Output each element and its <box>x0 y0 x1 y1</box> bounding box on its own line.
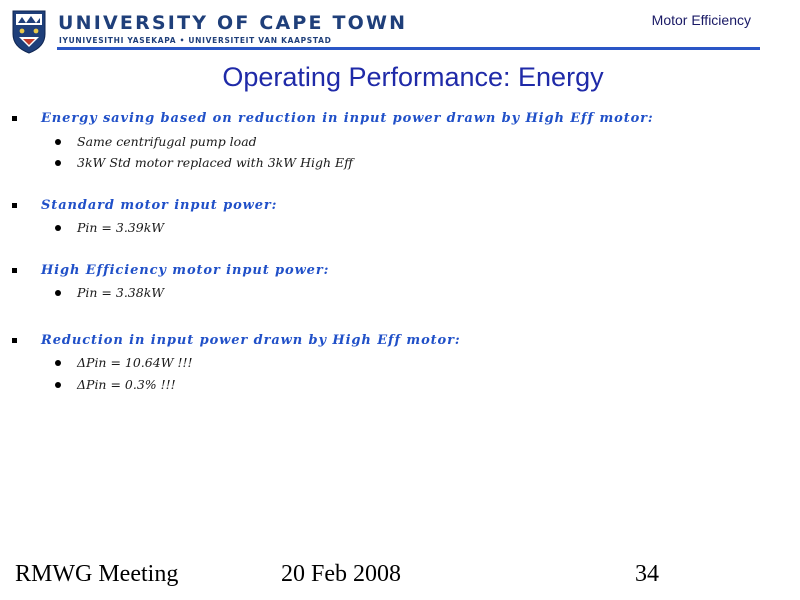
bullet-heading-text: Energy saving based on reduction in input power drawn by High Eff motor: <box>41 111 654 126</box>
sub-bullet-text: Same centrifugal pump load <box>77 134 257 149</box>
slide-title: Operating Performance: Energy <box>222 62 604 92</box>
bullet-heading-text: Standard motor input power: <box>41 198 278 213</box>
square-bullet-icon <box>12 116 17 121</box>
bullet-heading-text: High Efficiency motor input power: <box>41 263 330 278</box>
sub-bullet-text: ΔPin = 0.3% !!! <box>77 377 176 392</box>
sub-bullet-text: 3kW Std motor replaced with 3kW High Eff <box>77 155 353 170</box>
bullet-heading-text: Reduction in input power drawn by High Eff motor: <box>41 333 461 348</box>
square-bullet-icon <box>12 203 17 208</box>
university-subtitle: IYUNIVESITHI YASEKAPA • UNIVERSITEIT VAN KAAPSTAD <box>59 36 332 45</box>
header-topic: Motor Efficiency <box>651 12 751 28</box>
square-bullet-icon <box>12 338 17 343</box>
footer-page-number: 34 <box>635 561 659 587</box>
dot-bullet-icon <box>55 360 61 366</box>
footer-meeting: RMWG Meeting <box>15 561 179 587</box>
sub-bullet-text: ΔPin = 10.64W !!! <box>77 355 193 370</box>
sub-bullet-text: Pin = 3.38kW <box>77 285 165 300</box>
dot-bullet-icon <box>55 139 61 145</box>
ut-shield-icon <box>11 8 47 54</box>
square-bullet-icon <box>12 268 17 273</box>
dot-bullet-icon <box>55 160 61 166</box>
university-logo <box>11 8 47 54</box>
university-name: UNIVERSITY OF CAPE TOWN <box>58 12 408 34</box>
dot-bullet-icon <box>55 225 61 231</box>
sub-bullet-text: Pin = 3.39kW <box>77 220 165 235</box>
header-divider <box>57 47 760 50</box>
footer-date: 20 Feb 2008 <box>281 561 401 587</box>
dot-bullet-icon <box>55 382 61 388</box>
dot-bullet-icon <box>55 290 61 296</box>
